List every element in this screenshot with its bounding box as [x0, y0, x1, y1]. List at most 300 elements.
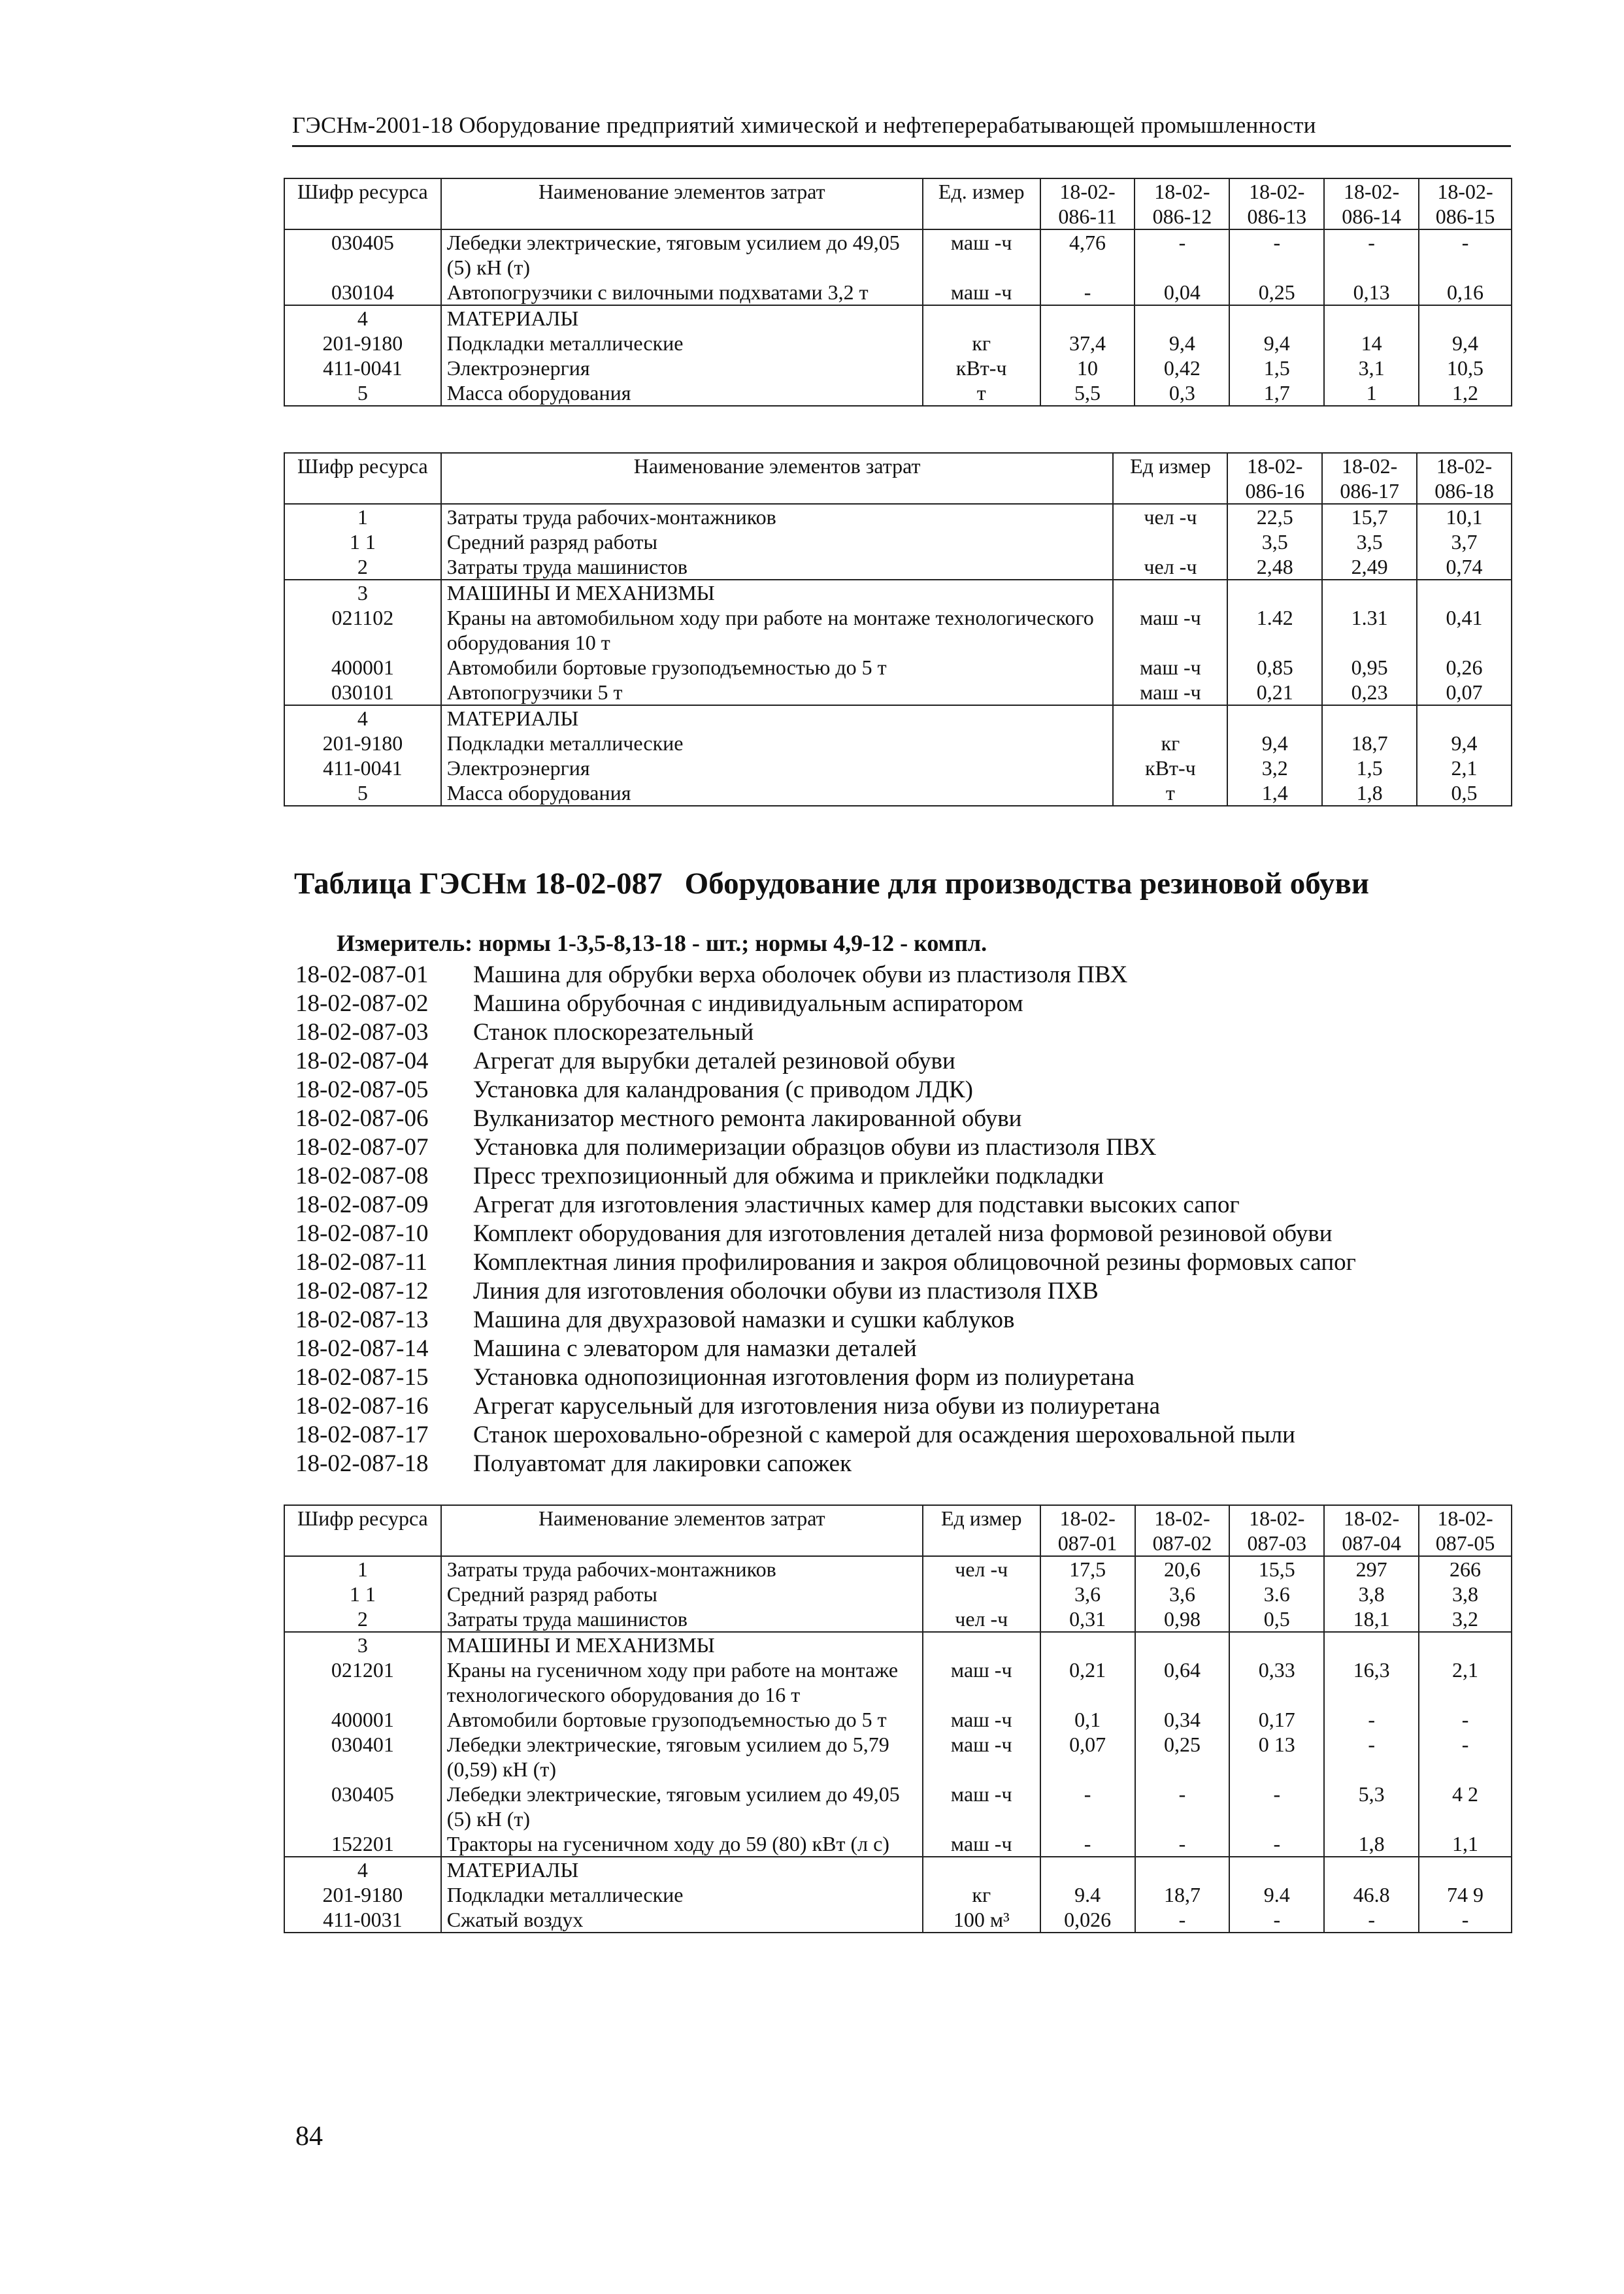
resource-code: 400001	[284, 1707, 441, 1732]
norm-code: 18-02-087-14	[295, 1335, 429, 1362]
unit: кг	[923, 1882, 1040, 1907]
value-cell: 2,1	[1419, 1657, 1512, 1707]
unit	[923, 1632, 1040, 1657]
norm-name: Машина с элеватором для намазки деталей	[473, 1335, 917, 1362]
table-row	[284, 1907, 1512, 1933]
resource-code: 3	[284, 1632, 441, 1657]
resource-code: 1 1	[284, 1582, 441, 1606]
resource-code: 1	[284, 1556, 441, 1582]
norm-code: 18-02-087-08	[295, 1163, 429, 1189]
value-cell	[1040, 1857, 1135, 1882]
value-cell: -	[1324, 1907, 1419, 1933]
value-cell: -	[1135, 229, 1229, 280]
value-cell: 0,85	[1227, 655, 1322, 680]
value-cell: 2,49	[1322, 554, 1417, 580]
unit: маш -ч	[1113, 655, 1227, 680]
unit: маш -ч	[1113, 605, 1227, 655]
table-row	[284, 529, 1512, 554]
norm-code: 18-02-087-09	[295, 1191, 429, 1218]
value-cell: 9,4	[1135, 331, 1229, 356]
norm-name: Полуавтомат для лакировки сапожек	[473, 1450, 852, 1477]
table-row	[284, 1556, 1512, 1582]
norm-item	[295, 1277, 1356, 1306]
value-cell	[1229, 1632, 1324, 1657]
cost-element-name: МАШИНЫ И МЕХАНИЗМЫ	[441, 1632, 923, 1657]
value-cell	[1419, 1857, 1512, 1882]
table-row	[284, 1857, 1512, 1882]
norm-code: 18-02-087-07	[295, 1134, 429, 1161]
resource-code: 5	[284, 780, 441, 806]
table-row	[284, 756, 1512, 780]
norm-code: 18-02-087-02	[295, 990, 429, 1017]
value-cell: 10,5	[1419, 356, 1512, 380]
norm-name: Станок плоскорезательный	[473, 1019, 754, 1046]
norm-item	[295, 1076, 1356, 1105]
value-cell: 2,1	[1417, 756, 1512, 780]
value-cell: 37,4	[1040, 331, 1135, 356]
value-cell: 297	[1324, 1556, 1419, 1582]
value-cell: 0 13	[1229, 1732, 1324, 1782]
table-row	[284, 554, 1512, 580]
value-cell: 1,8	[1322, 780, 1417, 806]
value-cell: 0,17	[1229, 1707, 1324, 1732]
value-cell: 1,2	[1419, 380, 1512, 406]
table-row	[284, 331, 1512, 356]
table-row	[284, 280, 1512, 305]
resource-code: 021102	[284, 605, 441, 655]
value-cell: 0,5	[1229, 1606, 1324, 1632]
norm-item	[295, 1047, 1356, 1076]
column-header: 18-02-086-12	[1135, 178, 1229, 229]
value-cell: 0,026	[1040, 1907, 1135, 1933]
norm-code: 18-02-087-04	[295, 1048, 429, 1074]
value-cell: 0,23	[1322, 680, 1417, 705]
value-cell: 0,5	[1417, 780, 1512, 806]
cost-element-name: Краны на автомобильном ходу при работе на монтаже технологического оборудования 10 т	[441, 605, 1114, 655]
norm-code: 18-02-087-01	[295, 961, 429, 988]
unit	[923, 305, 1040, 331]
table-body	[284, 1556, 1512, 1933]
resource-code: 030405	[284, 229, 441, 280]
value-cell: -	[1419, 1907, 1512, 1933]
value-cell: 15,5	[1229, 1556, 1324, 1582]
cost-element-name: Автопогрузчики с вилочными подхватами 3,2 т	[441, 280, 923, 305]
column-header: 18-02-087-05	[1419, 1505, 1512, 1556]
table-row	[284, 731, 1512, 756]
norm-item	[295, 1248, 1356, 1277]
value-cell: -	[1135, 1831, 1230, 1857]
table-row	[284, 605, 1512, 655]
header-rule	[292, 145, 1511, 147]
norm-item	[295, 1363, 1356, 1392]
norm-code: 18-02-087-16	[295, 1393, 429, 1420]
norm-name: Агрегат карусельный для изготовления низа обуви из полиуретана	[473, 1393, 1160, 1420]
unit: маш -ч	[923, 229, 1040, 280]
column-header: Ед измер	[1113, 453, 1227, 504]
resource-code: 030101	[284, 680, 441, 705]
measure-line: Измеритель: нормы 1-3,5-8,13-18 - шт.; нормы 4,9-12 - компл.	[337, 930, 987, 956]
value-cell: 0,42	[1135, 356, 1229, 380]
norm-code: 18-02-087-12	[295, 1278, 429, 1305]
norm-code: 18-02-087-15	[295, 1364, 429, 1391]
cost-element-name: Средний разряд работы	[441, 1582, 923, 1606]
value-cell: 0,25	[1135, 1732, 1230, 1782]
value-cell: 3.6	[1229, 1582, 1324, 1606]
value-cell: 9,4	[1417, 731, 1512, 756]
value-cell: 0,95	[1322, 655, 1417, 680]
unit	[1113, 705, 1227, 731]
norm-code: 18-02-087-11	[295, 1249, 428, 1276]
value-cell: -	[1229, 1907, 1324, 1933]
resource-code: 4	[284, 305, 441, 331]
value-cell: 0,16	[1419, 280, 1512, 305]
value-cell	[1324, 305, 1419, 331]
value-cell: 1,7	[1229, 380, 1324, 406]
value-cell: 3,6	[1135, 1582, 1230, 1606]
norm-name: Машина для обрубки верха оболочек обуви из пластизоля ПВХ	[473, 961, 1128, 988]
unit: маш -ч	[923, 280, 1040, 305]
column-header: 18-02-086-17	[1322, 453, 1417, 504]
norm-item	[295, 1450, 1356, 1478]
value-cell: 0,04	[1135, 280, 1229, 305]
value-cell: 0,25	[1229, 280, 1324, 305]
cost-element-name: Электроэнергия	[441, 756, 1114, 780]
norm-name: Машина обрубочная с индивидуальным аспиратором	[473, 990, 1023, 1017]
norm-name: Установка для каландрования (с приводом ЛДК)	[473, 1076, 973, 1103]
value-cell: -	[1324, 1732, 1419, 1782]
norm-code: 18-02-087-10	[295, 1220, 429, 1247]
value-cell: 18,7	[1135, 1882, 1230, 1907]
norm-item	[295, 961, 1356, 989]
value-cell: 0,64	[1135, 1657, 1230, 1707]
value-cell: 18,1	[1324, 1606, 1419, 1632]
value-cell	[1419, 305, 1512, 331]
value-cell: -	[1229, 229, 1324, 280]
cost-element-name: Затраты труда рабочих-монтажников	[441, 1556, 923, 1582]
table-row	[284, 1782, 1512, 1831]
value-cell	[1135, 1857, 1230, 1882]
value-cell: 0,07	[1417, 680, 1512, 705]
column-header: 18-02-086-14	[1324, 178, 1419, 229]
table-body	[284, 504, 1512, 806]
column-header: Ед измер	[923, 1505, 1040, 1556]
unit: чел -ч	[1113, 554, 1227, 580]
value-cell: 16,3	[1324, 1657, 1419, 1707]
norm-item	[295, 989, 1356, 1018]
cost-element-name: Лебедки электрические, тяговым усилием до 5,79 (0,59) кН (т)	[441, 1732, 923, 1782]
norm-item	[295, 1162, 1356, 1191]
table-row	[284, 504, 1512, 529]
cost-element-name: Краны на гусеничном ходу при работе на монтаже технологического оборудования до 16 т	[441, 1657, 923, 1707]
value-cell: -	[1040, 1831, 1135, 1857]
value-cell: 3,8	[1324, 1582, 1419, 1606]
norm-item	[295, 1220, 1356, 1248]
section-title-prefix: Таблица ГЭСНм 18-02-087	[294, 867, 663, 901]
value-cell: 18,7	[1322, 731, 1417, 756]
value-cell: 9.4	[1229, 1882, 1324, 1907]
value-cell: -	[1419, 229, 1512, 280]
value-cell	[1322, 705, 1417, 731]
resource-code: 3	[284, 580, 441, 605]
table-row	[284, 1632, 1512, 1657]
resource-code: 4	[284, 705, 441, 731]
table-row	[284, 1882, 1512, 1907]
norm-code: 18-02-087-17	[295, 1421, 429, 1448]
value-cell: 0,31	[1040, 1606, 1135, 1632]
value-cell: 5,5	[1040, 380, 1135, 406]
value-cell: 74 9	[1419, 1882, 1512, 1907]
column-header: 18-02-087-04	[1324, 1505, 1419, 1556]
page-header: ГЭСНм-2001-18 Оборудование предприятий химической и нефтеперерабатывающей промышленности	[292, 112, 1316, 138]
unit: маш -ч	[923, 1782, 1040, 1831]
norm-item	[295, 1133, 1356, 1162]
cost-element-name: Сжатый воздух	[441, 1907, 923, 1933]
resource-code: 5	[284, 380, 441, 406]
cost-table-087-01-05	[284, 1504, 1512, 1933]
unit: т	[1113, 780, 1227, 806]
value-cell: 0,21	[1040, 1657, 1135, 1707]
value-cell	[1227, 580, 1322, 605]
norm-code: 18-02-087-13	[295, 1306, 429, 1333]
table-row	[284, 1707, 1512, 1732]
value-cell: 0,33	[1229, 1657, 1324, 1707]
table-row	[284, 229, 1512, 280]
norm-item	[295, 1018, 1356, 1047]
value-cell: 4 2	[1419, 1782, 1512, 1831]
norm-name: Установка однопозиционная изготовления форм из полиуретана	[473, 1364, 1135, 1391]
value-cell: 4,76	[1040, 229, 1135, 280]
value-cell	[1324, 1857, 1419, 1882]
unit: чел -ч	[923, 1606, 1040, 1632]
value-cell	[1040, 305, 1135, 331]
value-cell: -	[1324, 229, 1419, 280]
value-cell: 0,26	[1417, 655, 1512, 680]
table-row	[284, 305, 1512, 331]
norm-code: 18-02-087-05	[295, 1076, 429, 1103]
value-cell	[1324, 1632, 1419, 1657]
table-row	[284, 1606, 1512, 1632]
column-header: Шифр ресурса	[284, 453, 441, 504]
column-header: 18-02-086-13	[1229, 178, 1324, 229]
unit: кВт-ч	[1113, 756, 1227, 780]
value-cell	[1229, 1857, 1324, 1882]
cost-table-086-16-18	[284, 452, 1512, 806]
value-cell: 0,74	[1417, 554, 1512, 580]
unit: чел -ч	[1113, 504, 1227, 529]
value-cell	[1322, 580, 1417, 605]
value-cell	[1040, 1632, 1135, 1657]
column-header: Наименование элементов затрат	[441, 1505, 923, 1556]
cost-element-name: МАТЕРИАЛЫ	[441, 305, 923, 331]
norm-item	[295, 1306, 1356, 1335]
table-row	[284, 580, 1512, 605]
resource-code: 201-9180	[284, 1882, 441, 1907]
value-cell: 1,5	[1229, 356, 1324, 380]
norm-name: Комплектная линия профилирования и закроя облицовочной резины формовых сапог	[473, 1249, 1356, 1276]
cost-element-name: Затраты труда машинистов	[441, 1606, 923, 1632]
resource-code: 030104	[284, 280, 441, 305]
value-cell: 0,41	[1417, 605, 1512, 655]
unit: кг	[1113, 731, 1227, 756]
value-cell	[1419, 1632, 1512, 1657]
value-cell: 3,5	[1227, 529, 1322, 554]
value-cell: 10,1	[1417, 504, 1512, 529]
section-title-text: Оборудование для производства резиновой обуви	[684, 867, 1369, 901]
norm-item	[295, 1392, 1356, 1421]
unit	[923, 1857, 1040, 1882]
unit: кг	[923, 331, 1040, 356]
unit	[1113, 580, 1227, 605]
value-cell: 20,6	[1135, 1556, 1230, 1582]
value-cell: 3,7	[1417, 529, 1512, 554]
norm-name: Машина для двухразовой намазки и сушки каблуков	[473, 1306, 1015, 1333]
cost-element-name: Автомобили бортовые грузоподъемностью до 5 т	[441, 655, 1114, 680]
table-row	[284, 680, 1512, 705]
page-number: 84	[295, 2121, 323, 2152]
cost-table-086-11-15	[284, 178, 1512, 407]
value-cell: -	[1135, 1907, 1230, 1933]
column-header: 18-02-087-02	[1135, 1505, 1230, 1556]
value-cell: -	[1324, 1707, 1419, 1732]
table-row	[284, 356, 1512, 380]
column-header: 18-02-087-03	[1229, 1505, 1324, 1556]
norm-name: Вулканизатор местного ремонта лакированной обуви	[473, 1105, 1022, 1132]
cost-element-name: Подкладки металлические	[441, 1882, 923, 1907]
column-header: 18-02-086-15	[1419, 178, 1512, 229]
resource-code: 201-9180	[284, 331, 441, 356]
cost-element-name: МАТЕРИАЛЫ	[441, 1857, 923, 1882]
section-title	[294, 866, 1369, 901]
value-cell: 3,2	[1419, 1606, 1512, 1632]
norm-item	[295, 1105, 1356, 1133]
cost-element-name: Автомобили бортовые грузоподъемностью до 5 т	[441, 1707, 923, 1732]
unit: маш -ч	[923, 1732, 1040, 1782]
value-cell: 46.8	[1324, 1882, 1419, 1907]
column-header: 18-02-087-01	[1040, 1505, 1135, 1556]
column-header: 18-02-086-18	[1417, 453, 1512, 504]
table-header-row	[284, 178, 1512, 229]
norm-code: 18-02-087-18	[295, 1450, 429, 1477]
value-cell	[1135, 1632, 1230, 1657]
norm-item	[295, 1191, 1356, 1220]
value-cell: 3,5	[1322, 529, 1417, 554]
value-cell: 2,48	[1227, 554, 1322, 580]
unit: маш -ч	[1113, 680, 1227, 705]
norm-name: Линия для изготовления оболочки обуви из пластизоля ПХВ	[473, 1278, 1099, 1305]
column-header: Наименование элементов затрат	[441, 453, 1114, 504]
resource-code: 4	[284, 1857, 441, 1882]
value-cell: -	[1040, 1782, 1135, 1831]
unit: 100 м³	[923, 1907, 1040, 1933]
column-header: Шифр ресурса	[284, 178, 441, 229]
norm-name: Станок шероховально-обрезной с камерой для осаждения шероховальной пыли	[473, 1421, 1295, 1448]
value-cell	[1417, 580, 1512, 605]
cost-element-name: Автопогрузчики 5 т	[441, 680, 1114, 705]
value-cell: -	[1229, 1782, 1324, 1831]
value-cell: 0,21	[1227, 680, 1322, 705]
resource-code: 030405	[284, 1782, 441, 1831]
column-header: Шифр ресурса	[284, 1505, 441, 1556]
value-cell: 0,98	[1135, 1606, 1230, 1632]
cost-element-name: МАШИНЫ И МЕХАНИЗМЫ	[441, 580, 1114, 605]
value-cell: 1,1	[1419, 1831, 1512, 1857]
value-cell: 3,2	[1227, 756, 1322, 780]
resource-code: 411-0041	[284, 756, 441, 780]
cost-element-name: Подкладки металлические	[441, 331, 923, 356]
resource-code: 2	[284, 1606, 441, 1632]
norm-name: Установка для полимеризации образцов обуви из пластизоля ПВХ	[473, 1134, 1157, 1161]
value-cell: 0,3	[1135, 380, 1229, 406]
column-header: 18-02-086-11	[1040, 178, 1135, 229]
value-cell: 1.31	[1322, 605, 1417, 655]
value-cell: 0,13	[1324, 280, 1419, 305]
table-row	[284, 780, 1512, 806]
value-cell	[1227, 705, 1322, 731]
cost-element-name: Масса оборудования	[441, 380, 923, 406]
cost-element-name: Затраты труда машинистов	[441, 554, 1114, 580]
value-cell	[1229, 305, 1324, 331]
unit: маш -ч	[923, 1657, 1040, 1707]
value-cell: 0,07	[1040, 1732, 1135, 1782]
value-cell: -	[1135, 1782, 1230, 1831]
column-header: Наименование элементов затрат	[441, 178, 923, 229]
cost-element-name: Лебедки электрические, тяговым усилием до 49,05 (5) кН (т)	[441, 229, 923, 280]
norm-name: Агрегат для изготовления эластичных камер для подставки высоких сапог	[473, 1191, 1240, 1218]
value-cell: 10	[1040, 356, 1135, 380]
column-header: Ед. измер	[923, 178, 1040, 229]
unit: чел -ч	[923, 1556, 1040, 1582]
resource-code: 021201	[284, 1657, 441, 1707]
norms-list	[295, 961, 1356, 1478]
norm-name: Пресс трехпозиционный для обжима и приклейки подкладки	[473, 1163, 1104, 1189]
resource-code: 411-0041	[284, 356, 441, 380]
table-body	[284, 229, 1512, 406]
cost-element-name: Электроэнергия	[441, 356, 923, 380]
norm-name: Комплект оборудования для изготовления деталей низа формовой резиновой обуви	[473, 1220, 1333, 1247]
value-cell: 1,8	[1324, 1831, 1419, 1857]
norm-code: 18-02-087-03	[295, 1019, 429, 1046]
value-cell: 22,5	[1227, 504, 1322, 529]
resource-code: 2	[284, 554, 441, 580]
table-row	[284, 1831, 1512, 1857]
table-row	[284, 1582, 1512, 1606]
value-cell: 5,3	[1324, 1782, 1419, 1831]
table-header-row	[284, 1505, 1512, 1556]
value-cell	[1417, 705, 1512, 731]
value-cell: 3,8	[1419, 1582, 1512, 1606]
table-row	[284, 705, 1512, 731]
value-cell: 1.42	[1227, 605, 1322, 655]
value-cell: -	[1229, 1831, 1324, 1857]
unit: кВт-ч	[923, 356, 1040, 380]
table-row	[284, 380, 1512, 406]
resource-code: 152201	[284, 1831, 441, 1857]
cost-element-name: Лебедки электрические, тяговым усилием до 49,05 (5) кН (т)	[441, 1782, 923, 1831]
value-cell: 9.4	[1040, 1882, 1135, 1907]
value-cell: 3,6	[1040, 1582, 1135, 1606]
value-cell: 0,1	[1040, 1707, 1135, 1732]
value-cell: -	[1419, 1732, 1512, 1782]
value-cell: 266	[1419, 1556, 1512, 1582]
cost-element-name: Тракторы на гусеничном ходу до 59 (80) кВт (л с)	[441, 1831, 923, 1857]
cost-element-name: Средний разряд работы	[441, 529, 1114, 554]
cost-element-name: Подкладки металлические	[441, 731, 1114, 756]
resource-code: 201-9180	[284, 731, 441, 756]
value-cell: 9,4	[1419, 331, 1512, 356]
unit: маш -ч	[923, 1707, 1040, 1732]
value-cell: 9,4	[1227, 731, 1322, 756]
value-cell: 17,5	[1040, 1556, 1135, 1582]
